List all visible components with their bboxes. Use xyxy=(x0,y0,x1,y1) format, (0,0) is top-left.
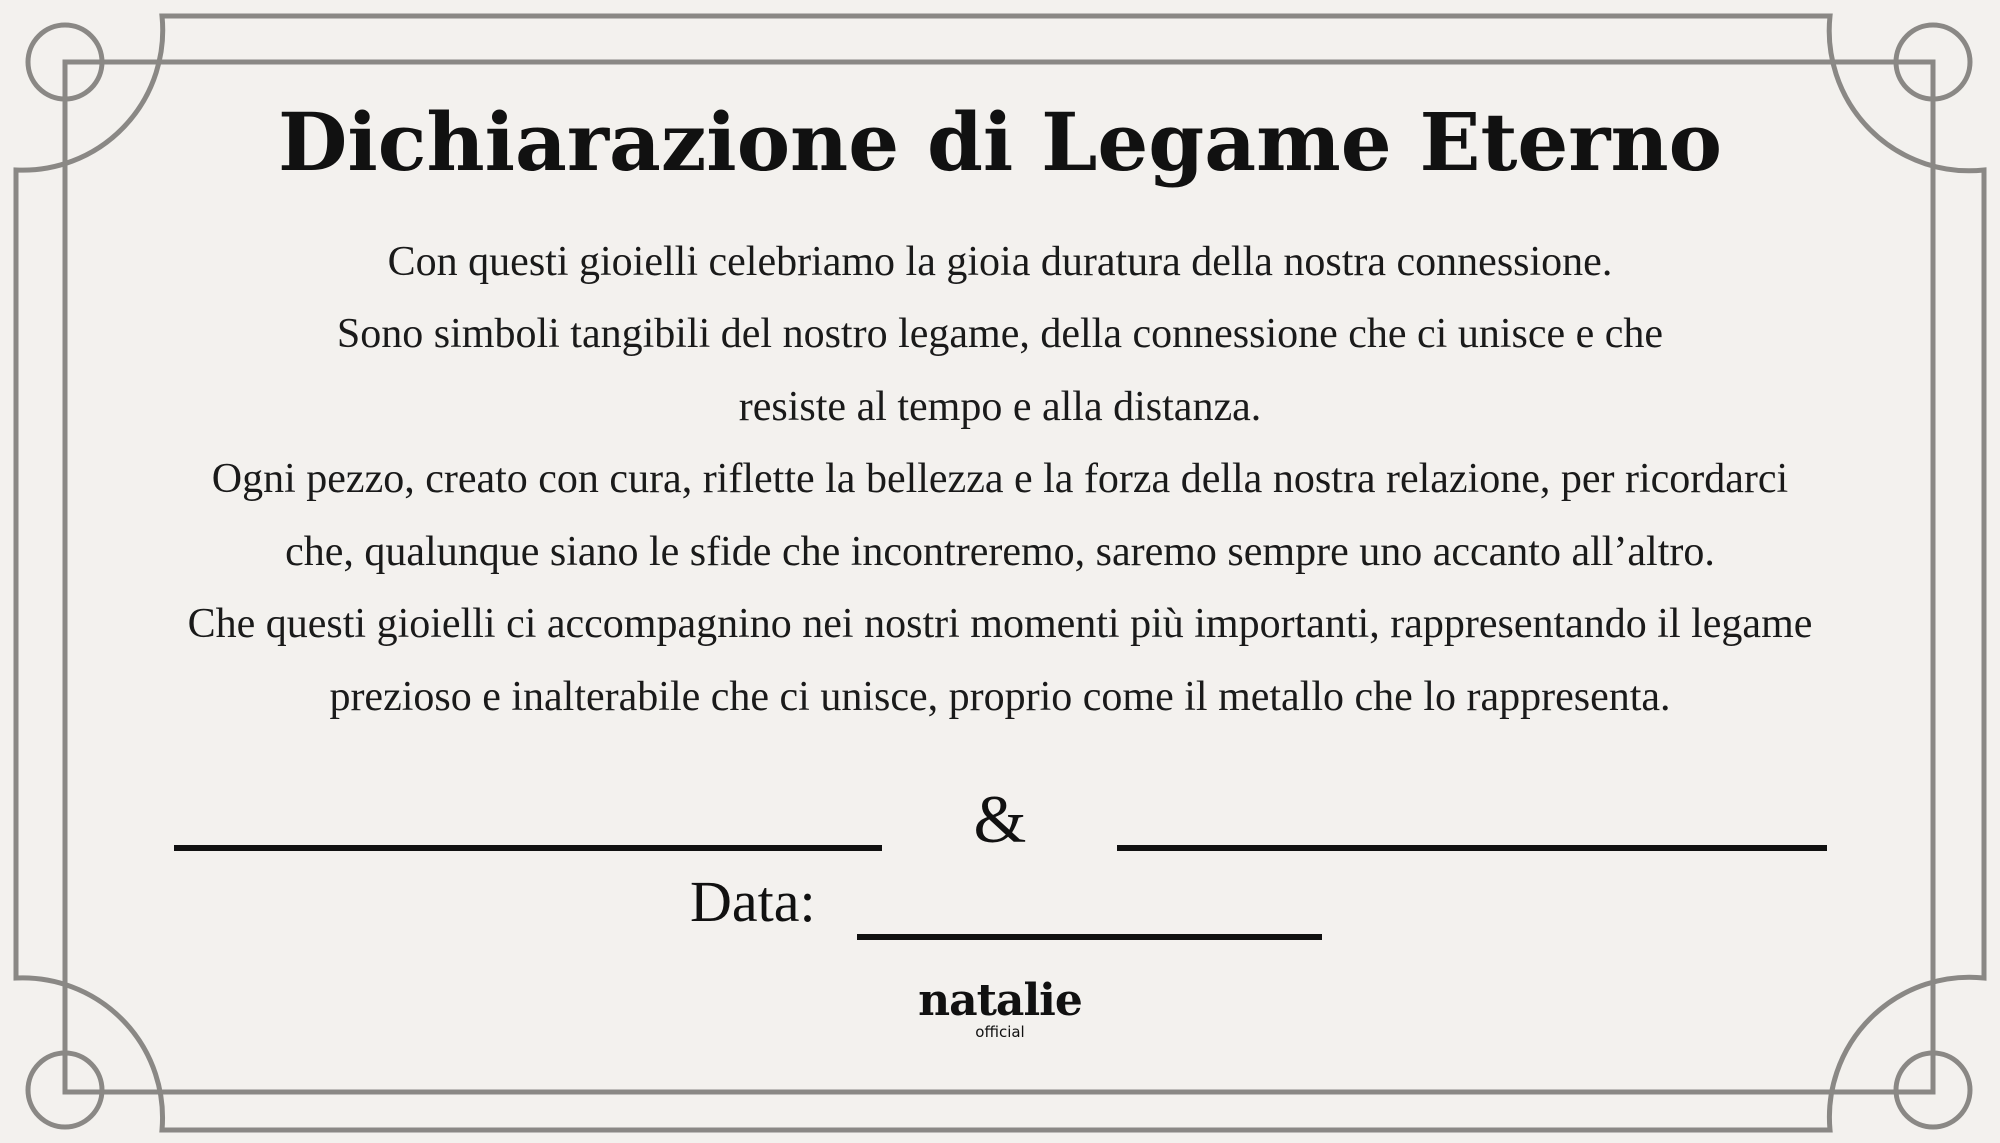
body-line-6: Che questi gioielli ci accompagnino nei nostri momenti più importanti, rappresentando il legame xyxy=(187,601,1813,647)
signature-line-left[interactable] xyxy=(174,845,882,851)
body-line-1: Con questi gioielli celebriamo la gioia duratura della nostra connessione. xyxy=(387,239,1613,285)
ampersand: & xyxy=(973,781,1027,857)
body-line-3: resiste al tempo e alla distanza. xyxy=(738,384,1262,430)
body-line-4: Ogni pezzo, creato con cura, riflette la bellezza e la forza della nostra relazione, per ricordarci xyxy=(211,456,1789,502)
body-line-2: Sono simboli tangibili del nostro legame, della connessione che ci unisce e che xyxy=(336,311,1664,357)
body-line-5: che, qualunque siano le sfide che incontreremo, saremo sempre uno accanto all’altro. xyxy=(285,529,1715,575)
body-line-7: prezioso e inalterabile che ci unisce, proprio come il metallo che lo rappresenta. xyxy=(329,674,1671,720)
brand-logo: natalie xyxy=(918,975,1082,1026)
date-label: Data: xyxy=(690,869,816,934)
brand-tagline: official xyxy=(975,1023,1025,1041)
date-line[interactable] xyxy=(857,934,1322,940)
signature-line-right[interactable] xyxy=(1117,845,1827,851)
document-title: Dichiarazione di Legame Eterno xyxy=(278,95,1722,189)
